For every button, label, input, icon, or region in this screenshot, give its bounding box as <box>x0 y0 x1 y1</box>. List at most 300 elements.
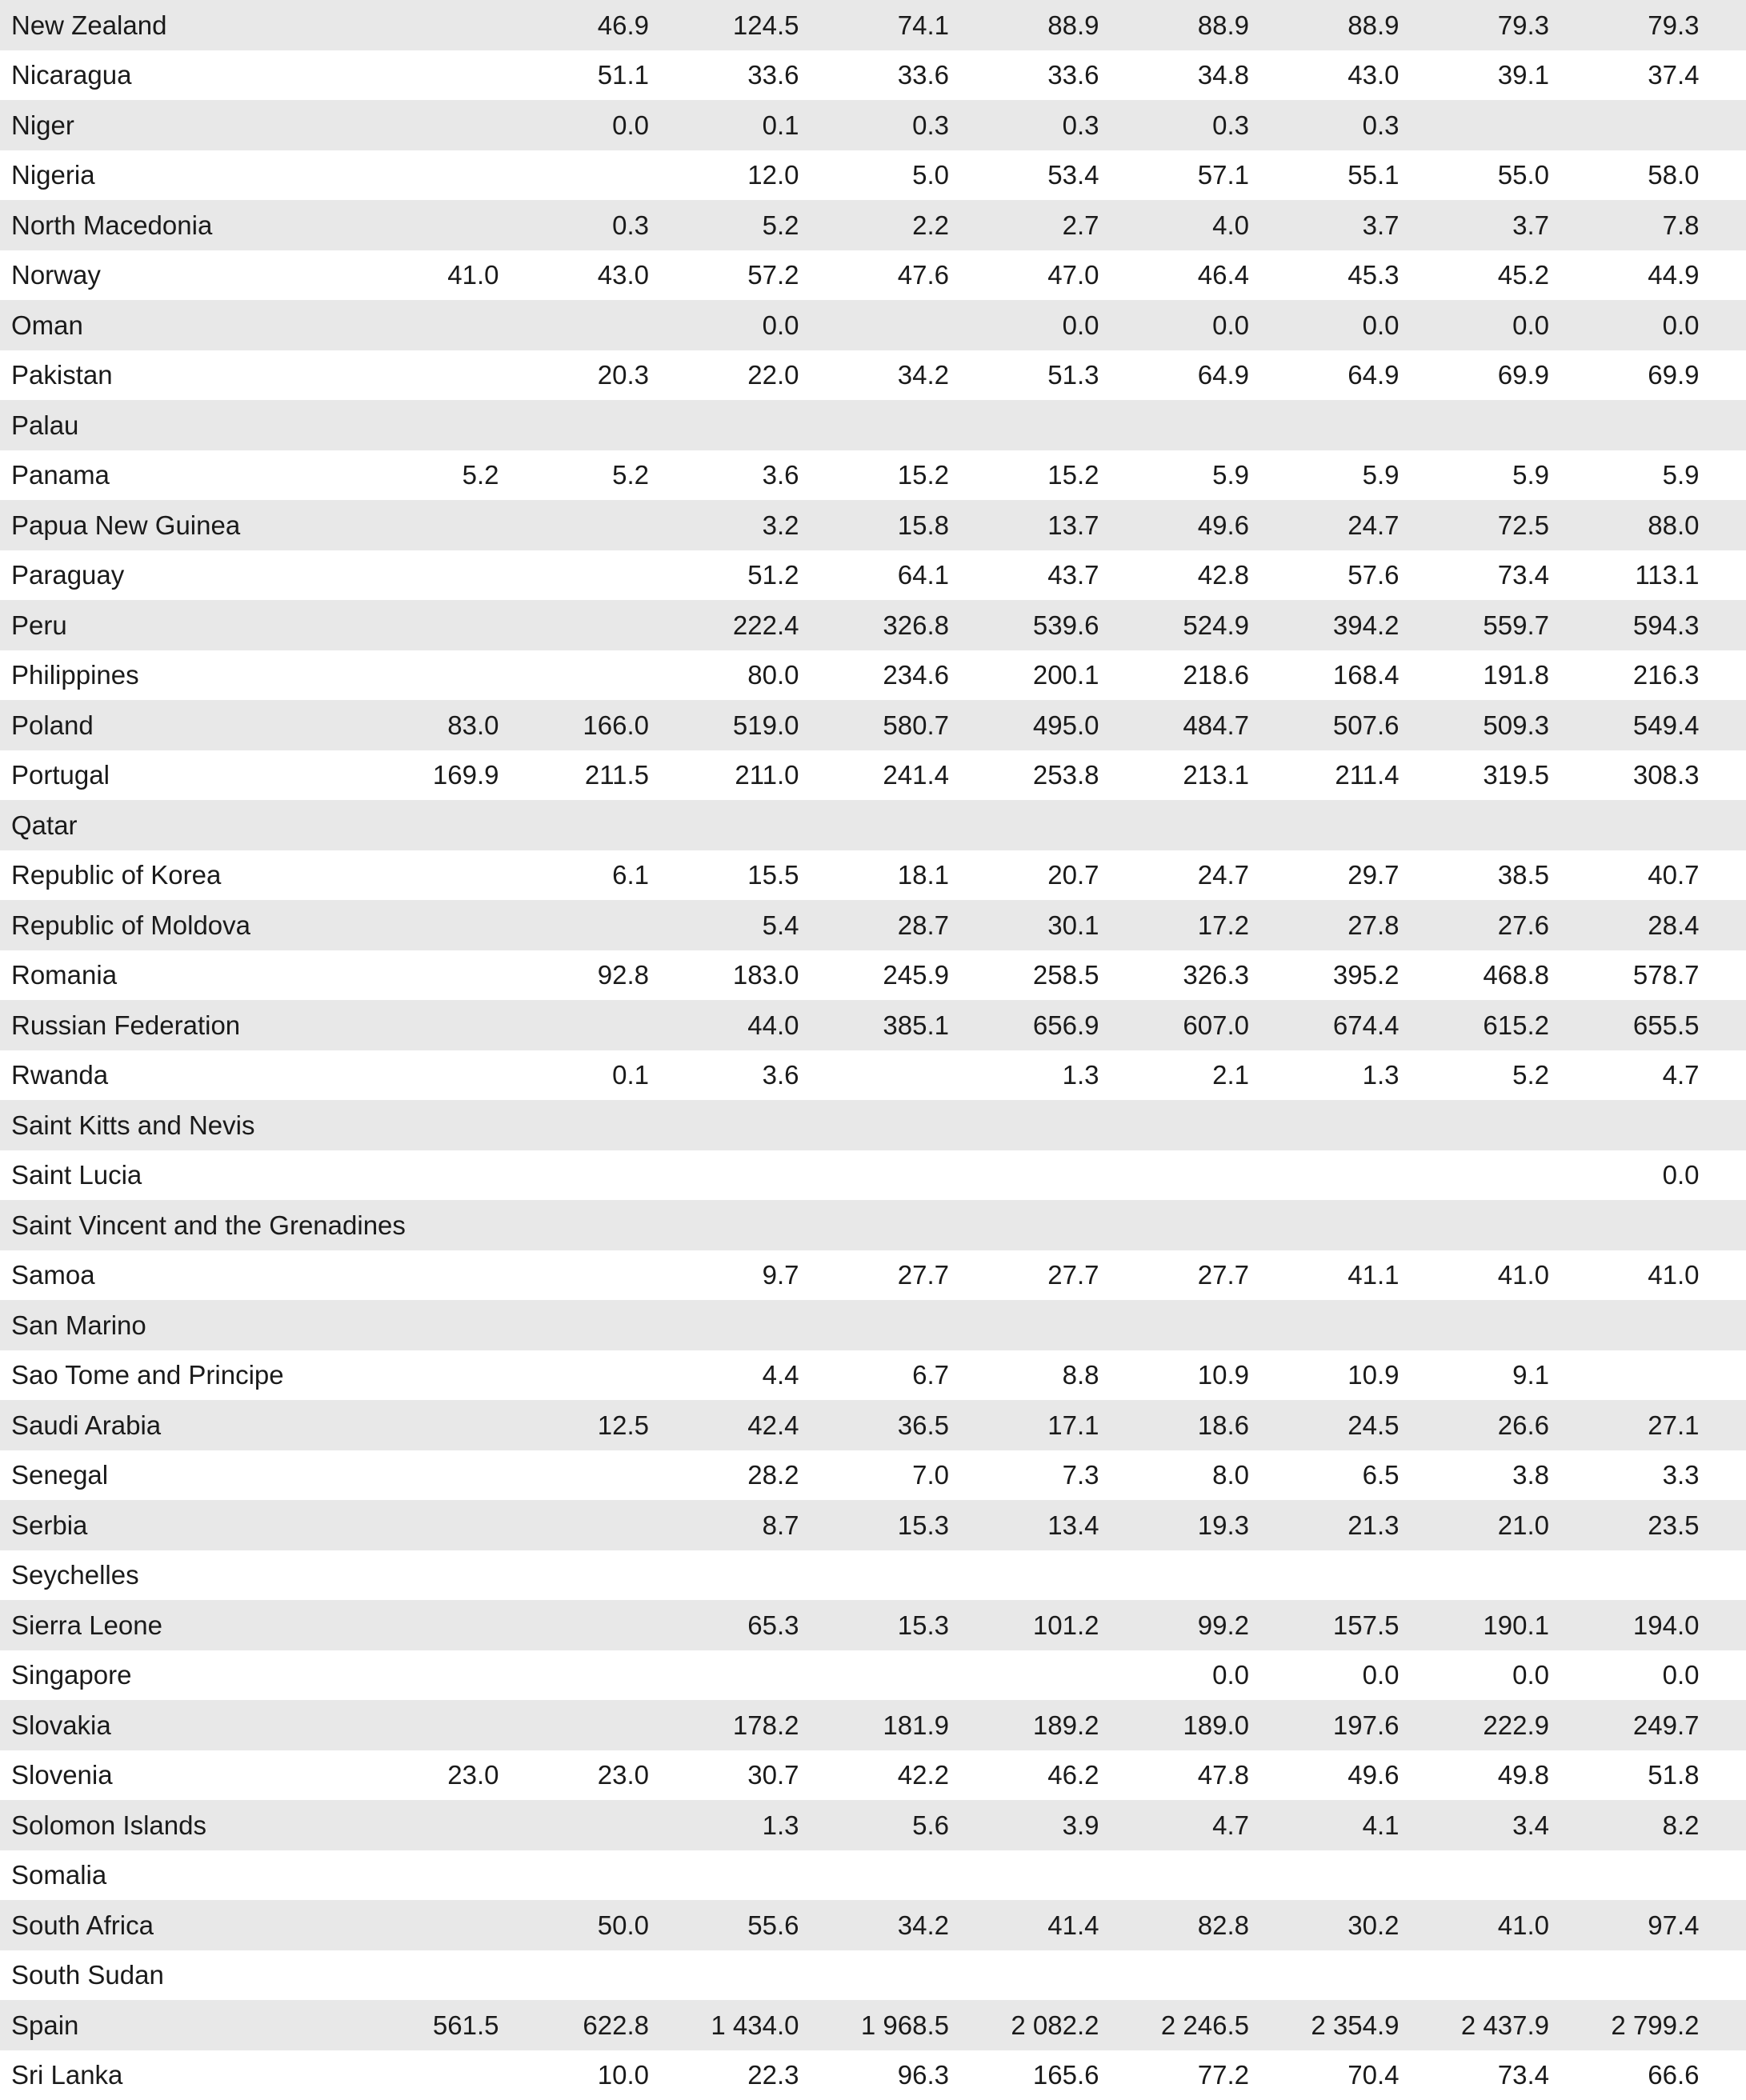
value-cell: 34.2 <box>822 362 972 388</box>
value-cell: 0.0 <box>1122 1662 1272 1688</box>
value-cell: 42.4 <box>671 1412 822 1438</box>
value-cell: 80.0 <box>671 662 822 688</box>
value-cell: 2.2 <box>822 212 972 238</box>
table-row <box>0 550 1746 601</box>
country-cell: Paraguay <box>0 562 371 588</box>
value-cell: 8.7 <box>671 1512 822 1538</box>
value-cell: 222.9 <box>1422 1712 1572 1738</box>
value-cell: 21.3 <box>1271 1512 1422 1538</box>
value-cell: 394.2 <box>1271 612 1422 638</box>
value-cell: 5.2 <box>371 462 522 488</box>
value-cell: 101.2 <box>971 1612 1122 1638</box>
value-cell: 41.0 <box>1422 1262 1572 1288</box>
country-cell: Sierra Leone <box>0 1612 371 1638</box>
country-cell: Norway <box>0 262 371 288</box>
value-cell: 46.2 <box>971 1762 1122 1788</box>
table-row <box>0 1800 1746 1850</box>
value-cell: 88.9 <box>1122 12 1272 38</box>
value-cell: 3.9 <box>971 1812 1122 1838</box>
value-cell: 211.0 <box>671 762 822 788</box>
value-cell: 99.2 <box>1122 1612 1272 1638</box>
value-cell: 222.4 <box>671 612 822 638</box>
value-cell: 88.9 <box>1271 12 1422 38</box>
country-cell: South Sudan <box>0 1962 371 1988</box>
country-cell: Nigeria <box>0 162 371 188</box>
table-row <box>0 1150 1746 1201</box>
value-cell: 27.6 <box>1422 912 1572 938</box>
value-cell: 245.9 <box>822 962 972 988</box>
value-cell: 524.9 <box>1122 612 1272 638</box>
value-cell: 28.2 <box>671 1462 822 1488</box>
value-cell: 33.6 <box>971 62 1122 88</box>
value-cell: 24.5 <box>1271 1412 1422 1438</box>
value-cell: 42.2 <box>822 1762 972 1788</box>
value-cell: 33.6 <box>671 62 822 88</box>
value-cell: 72.5 <box>1422 512 1572 538</box>
table-row <box>0 750 1746 801</box>
value-cell: 51.2 <box>671 562 822 588</box>
value-cell: 0.3 <box>522 212 672 238</box>
table-row <box>0 2000 1746 2050</box>
value-cell: 197.6 <box>1271 1712 1422 1738</box>
value-cell: 22.3 <box>671 2062 822 2088</box>
value-cell: 5.2 <box>671 212 822 238</box>
value-cell: 46.9 <box>522 12 672 38</box>
value-cell: 253.8 <box>971 762 1122 788</box>
country-cell: Oman <box>0 312 371 338</box>
value-cell: 0.3 <box>1122 112 1272 138</box>
value-cell: 2 799.2 <box>1572 2012 1722 2038</box>
value-cell: 74.1 <box>822 12 972 38</box>
table-row <box>0 1650 1746 1701</box>
value-cell: 88.9 <box>971 12 1122 38</box>
value-cell: 0.0 <box>1422 312 1572 338</box>
value-cell: 4.0 <box>1122 212 1272 238</box>
value-cell: 30.1 <box>971 912 1122 938</box>
value-cell: 27.1 <box>1572 1412 1722 1438</box>
value-cell: 5.9 <box>1572 462 1722 488</box>
value-cell: 3.6 <box>671 462 822 488</box>
value-cell: 24.7 <box>1122 862 1272 888</box>
value-cell: 55.6 <box>671 1912 822 1938</box>
value-cell: 49.6 <box>1122 512 1272 538</box>
table-row <box>0 500 1746 550</box>
table-row <box>0 900 1746 950</box>
table-row <box>0 150 1746 201</box>
value-cell: 13.4 <box>971 1512 1122 1538</box>
value-cell: 15.3 <box>822 1612 972 1638</box>
value-cell: 46.4 <box>1122 262 1272 288</box>
value-cell: 26.6 <box>1422 1412 1572 1438</box>
value-cell: 51.1 <box>522 62 672 88</box>
country-cell: New Zealand <box>0 12 371 38</box>
value-cell: 0.3 <box>822 112 972 138</box>
value-cell: 507.6 <box>1271 712 1422 738</box>
value-cell: 200.1 <box>971 662 1122 688</box>
value-cell: 12.0 <box>671 162 822 188</box>
value-cell: 0.0 <box>1572 1662 1722 1688</box>
value-cell: 13.7 <box>971 512 1122 538</box>
table-row <box>0 1000 1746 1050</box>
value-cell: 0.0 <box>1572 312 1722 338</box>
value-cell: 69.9 <box>1572 362 1722 388</box>
value-cell: 5.2 <box>522 462 672 488</box>
value-cell: 5.2 <box>1422 1062 1572 1088</box>
value-cell: 57.1 <box>1122 162 1272 188</box>
value-cell: 29.7 <box>1271 862 1422 888</box>
value-cell: 10.0 <box>522 2062 672 2088</box>
country-cell: Papua New Guinea <box>0 512 371 538</box>
country-cell: North Macedonia <box>0 212 371 238</box>
value-cell: 45.2 <box>1422 262 1572 288</box>
value-cell: 3.3 <box>1572 1462 1722 1488</box>
value-cell: 2 082.2 <box>971 2012 1122 2038</box>
value-cell: 77.2 <box>1122 2062 1272 2088</box>
value-cell: 5.0 <box>822 162 972 188</box>
country-cell: Niger <box>0 112 371 138</box>
value-cell: 41.0 <box>371 262 522 288</box>
country-cell: San Marino <box>0 1312 371 1338</box>
value-cell: 41.4 <box>971 1912 1122 1938</box>
value-cell: 509.3 <box>1422 712 1572 738</box>
value-cell: 0.0 <box>1271 1662 1422 1688</box>
value-cell: 0.0 <box>1422 1662 1572 1688</box>
table-row <box>0 200 1746 250</box>
value-cell: 4.1 <box>1271 1812 1422 1838</box>
value-cell: 211.5 <box>522 762 672 788</box>
country-cell: Portugal <box>0 762 371 788</box>
value-cell: 64.9 <box>1271 362 1422 388</box>
value-cell: 23.0 <box>371 1762 522 1788</box>
table-row <box>0 50 1746 101</box>
value-cell: 79.3 <box>1422 12 1572 38</box>
value-cell: 3.6 <box>671 1062 822 1088</box>
country-cell: Solomon Islands <box>0 1812 371 1838</box>
table-row <box>0 850 1746 901</box>
value-cell: 12.5 <box>522 1412 672 1438</box>
value-cell: 38.5 <box>1422 862 1572 888</box>
value-cell: 17.2 <box>1122 912 1272 938</box>
table-row <box>0 300 1746 350</box>
country-cell: Nicaragua <box>0 62 371 88</box>
value-cell: 0.1 <box>671 112 822 138</box>
value-cell: 0.0 <box>1122 312 1272 338</box>
table-row <box>0 1550 1746 1601</box>
value-cell: 44.0 <box>671 1012 822 1038</box>
country-cell: Pakistan <box>0 362 371 388</box>
value-cell: 3.2 <box>671 512 822 538</box>
country-cell: Senegal <box>0 1462 371 1488</box>
value-cell: 8.0 <box>1122 1462 1272 1488</box>
value-cell: 2 437.9 <box>1422 2012 1572 2038</box>
value-cell: 36.5 <box>822 1412 972 1438</box>
value-cell: 97.4 <box>1572 1912 1722 1938</box>
value-cell: 2 354.9 <box>1271 2012 1422 2038</box>
value-cell: 234.6 <box>822 662 972 688</box>
value-cell: 51.8 <box>1572 1762 1722 1788</box>
value-cell: 9.1 <box>1422 1362 1572 1388</box>
table-row <box>0 950 1746 1001</box>
value-cell: 190.1 <box>1422 1612 1572 1638</box>
value-cell: 165.6 <box>971 2062 1122 2088</box>
value-cell: 218.6 <box>1122 662 1272 688</box>
value-cell: 88.0 <box>1572 512 1722 538</box>
value-cell: 37.4 <box>1572 62 1722 88</box>
value-cell: 43.0 <box>522 262 672 288</box>
value-cell: 166.0 <box>522 712 672 738</box>
value-cell: 0.0 <box>671 312 822 338</box>
value-cell: 41.1 <box>1271 1262 1422 1288</box>
value-cell: 15.3 <box>822 1512 972 1538</box>
value-cell: 539.6 <box>971 612 1122 638</box>
value-cell: 43.7 <box>971 562 1122 588</box>
table-row <box>0 100 1746 150</box>
country-cell: Sri Lanka <box>0 2062 371 2088</box>
country-cell: Republic of Korea <box>0 862 371 888</box>
value-cell: 1.3 <box>671 1812 822 1838</box>
value-cell: 57.2 <box>671 262 822 288</box>
value-cell: 655.5 <box>1572 1012 1722 1038</box>
value-cell: 10.9 <box>1122 1362 1272 1388</box>
value-cell: 20.3 <box>522 362 672 388</box>
value-cell: 30.2 <box>1271 1912 1422 1938</box>
value-cell: 41.0 <box>1422 1912 1572 1938</box>
value-cell: 47.0 <box>971 262 1122 288</box>
table-row <box>0 250 1746 301</box>
value-cell: 0.0 <box>522 112 672 138</box>
value-cell: 594.3 <box>1572 612 1722 638</box>
country-cell: Seychelles <box>0 1562 371 1588</box>
value-cell: 15.8 <box>822 512 972 538</box>
value-cell: 64.1 <box>822 562 972 588</box>
table-row <box>0 1850 1746 1901</box>
value-cell: 549.4 <box>1572 712 1722 738</box>
value-cell: 45.3 <box>1271 262 1422 288</box>
value-cell: 49.8 <box>1422 1762 1572 1788</box>
value-cell: 326.8 <box>822 612 972 638</box>
value-cell: 7.0 <box>822 1462 972 1488</box>
value-cell: 27.7 <box>1122 1262 1272 1288</box>
table-row <box>0 1400 1746 1450</box>
value-cell: 183.0 <box>671 962 822 988</box>
value-cell: 622.8 <box>522 2012 672 2038</box>
country-cell: Poland <box>0 712 371 738</box>
value-cell: 34.8 <box>1122 62 1272 88</box>
value-cell: 189.0 <box>1122 1712 1272 1738</box>
value-cell: 70.4 <box>1271 2062 1422 2088</box>
value-cell: 5.6 <box>822 1812 972 1838</box>
value-cell: 21.0 <box>1422 1512 1572 1538</box>
value-cell: 27.7 <box>822 1262 972 1288</box>
value-cell: 47.8 <box>1122 1762 1272 1788</box>
value-cell: 319.5 <box>1422 762 1572 788</box>
country-cell: Philippines <box>0 662 371 688</box>
value-cell: 308.3 <box>1572 762 1722 788</box>
country-cell: Samoa <box>0 1262 371 1288</box>
table-row <box>0 1950 1746 2001</box>
value-cell: 6.5 <box>1271 1462 1422 1488</box>
value-cell: 64.9 <box>1122 362 1272 388</box>
value-cell: 607.0 <box>1122 1012 1272 1038</box>
value-cell: 3.7 <box>1422 212 1572 238</box>
country-cell: Republic of Moldova <box>0 912 371 938</box>
country-cell: South Africa <box>0 1912 371 1938</box>
value-cell: 22.0 <box>671 362 822 388</box>
value-cell: 49.6 <box>1271 1762 1422 1788</box>
value-cell: 213.1 <box>1122 762 1272 788</box>
value-cell: 92.8 <box>522 962 672 988</box>
value-cell: 42.8 <box>1122 562 1272 588</box>
value-cell: 44.9 <box>1572 262 1722 288</box>
country-cell: Saudi Arabia <box>0 1412 371 1438</box>
value-cell: 0.0 <box>1572 1162 1722 1188</box>
value-cell: 559.7 <box>1422 612 1572 638</box>
table-row <box>0 1450 1746 1501</box>
value-cell: 66.6 <box>1572 2062 1722 2088</box>
value-cell: 124.5 <box>671 12 822 38</box>
table-row <box>0 800 1746 850</box>
country-cell: Serbia <box>0 1512 371 1538</box>
value-cell: 65.3 <box>671 1612 822 1638</box>
value-cell: 656.9 <box>971 1012 1122 1038</box>
value-cell: 3.7 <box>1271 212 1422 238</box>
country-cell: Russian Federation <box>0 1012 371 1038</box>
value-cell: 3.4 <box>1422 1812 1572 1838</box>
value-cell: 484.7 <box>1122 712 1272 738</box>
value-cell: 169.9 <box>371 762 522 788</box>
table-row <box>0 1100 1746 1150</box>
table-row <box>0 1350 1746 1401</box>
table-row <box>0 350 1746 401</box>
table-row <box>0 600 1746 650</box>
value-cell: 1.3 <box>1271 1062 1422 1088</box>
value-cell: 0.0 <box>971 312 1122 338</box>
table-row <box>0 0 1746 50</box>
value-cell: 47.6 <box>822 262 972 288</box>
value-cell: 55.1 <box>1271 162 1422 188</box>
value-cell: 468.8 <box>1422 962 1572 988</box>
country-cell: Slovenia <box>0 1762 371 1788</box>
value-cell: 82.8 <box>1122 1912 1272 1938</box>
country-cell: Somalia <box>0 1862 371 1888</box>
table-row <box>0 1500 1746 1550</box>
value-cell: 178.2 <box>671 1712 822 1738</box>
country-cell: Saint Kitts and Nevis <box>0 1112 371 1138</box>
value-cell: 4.7 <box>1122 1812 1272 1838</box>
value-cell: 19.3 <box>1122 1512 1272 1538</box>
value-cell: 580.7 <box>822 712 972 738</box>
table-row <box>0 1700 1746 1750</box>
value-cell: 0.0 <box>1271 312 1422 338</box>
value-cell: 189.2 <box>971 1712 1122 1738</box>
table-row <box>0 1200 1746 1250</box>
value-cell: 194.0 <box>1572 1612 1722 1638</box>
country-cell: Sao Tome and Principe <box>0 1362 371 1388</box>
value-cell: 69.9 <box>1422 362 1572 388</box>
table-row <box>0 700 1746 750</box>
value-cell: 28.4 <box>1572 912 1722 938</box>
value-cell: 17.1 <box>971 1412 1122 1438</box>
country-cell: Qatar <box>0 812 371 838</box>
value-cell: 23.0 <box>522 1762 672 1788</box>
value-cell: 40.7 <box>1572 862 1722 888</box>
value-cell: 5.9 <box>1422 462 1572 488</box>
country-cell: Peru <box>0 612 371 638</box>
value-cell: 28.7 <box>822 912 972 938</box>
value-cell: 1 434.0 <box>671 2012 822 2038</box>
value-cell: 7.3 <box>971 1462 1122 1488</box>
table-row <box>0 2050 1746 2100</box>
table-row <box>0 1750 1746 1801</box>
value-cell: 51.3 <box>971 362 1122 388</box>
value-cell: 4.7 <box>1572 1062 1722 1088</box>
value-cell: 5.9 <box>1271 462 1422 488</box>
country-cell: Rwanda <box>0 1062 371 1088</box>
value-cell: 41.0 <box>1572 1262 1722 1288</box>
value-cell: 211.4 <box>1271 762 1422 788</box>
value-cell: 1.3 <box>971 1062 1122 1088</box>
value-cell: 2 246.5 <box>1122 2012 1272 2038</box>
country-cell: Saint Lucia <box>0 1162 371 1188</box>
value-cell: 561.5 <box>371 2012 522 2038</box>
table-row <box>0 400 1746 450</box>
value-cell: 15.2 <box>822 462 972 488</box>
value-cell: 6.7 <box>822 1362 972 1388</box>
value-cell: 57.6 <box>1271 562 1422 588</box>
value-cell: 39.1 <box>1422 62 1572 88</box>
value-cell: 15.5 <box>671 862 822 888</box>
value-cell: 249.7 <box>1572 1712 1722 1738</box>
country-cell: Saint Vincent and the Grenadines <box>0 1212 371 1238</box>
value-cell: 30.7 <box>671 1762 822 1788</box>
value-cell: 157.5 <box>1271 1612 1422 1638</box>
value-cell: 18.6 <box>1122 1412 1272 1438</box>
value-cell: 2.1 <box>1122 1062 1272 1088</box>
value-cell: 216.3 <box>1572 662 1722 688</box>
value-cell: 34.2 <box>822 1912 972 1938</box>
country-cell: Panama <box>0 462 371 488</box>
country-cell: Spain <box>0 2012 371 2038</box>
value-cell: 2.7 <box>971 212 1122 238</box>
value-cell: 33.6 <box>822 62 972 88</box>
value-cell: 0.1 <box>522 1062 672 1088</box>
value-cell: 385.1 <box>822 1012 972 1038</box>
value-cell: 5.9 <box>1122 462 1272 488</box>
value-cell: 83.0 <box>371 712 522 738</box>
value-cell: 23.5 <box>1572 1512 1722 1538</box>
value-cell: 7.8 <box>1572 212 1722 238</box>
value-cell: 8.2 <box>1572 1812 1722 1838</box>
value-cell: 79.3 <box>1572 12 1722 38</box>
value-cell: 0.3 <box>1271 112 1422 138</box>
value-cell: 6.1 <box>522 862 672 888</box>
value-cell: 1 968.5 <box>822 2012 972 2038</box>
value-cell: 495.0 <box>971 712 1122 738</box>
value-cell: 5.4 <box>671 912 822 938</box>
value-cell: 58.0 <box>1572 162 1722 188</box>
value-cell: 96.3 <box>822 2062 972 2088</box>
table-row <box>0 1300 1746 1350</box>
value-cell: 4.4 <box>671 1362 822 1388</box>
table-row <box>0 450 1746 501</box>
country-cell: Romania <box>0 962 371 988</box>
value-cell: 8.8 <box>971 1362 1122 1388</box>
table-row <box>0 1050 1746 1101</box>
table-row <box>0 1900 1746 1950</box>
value-cell: 10.9 <box>1271 1362 1422 1388</box>
value-cell: 258.5 <box>971 962 1122 988</box>
value-cell: 395.2 <box>1271 962 1422 988</box>
